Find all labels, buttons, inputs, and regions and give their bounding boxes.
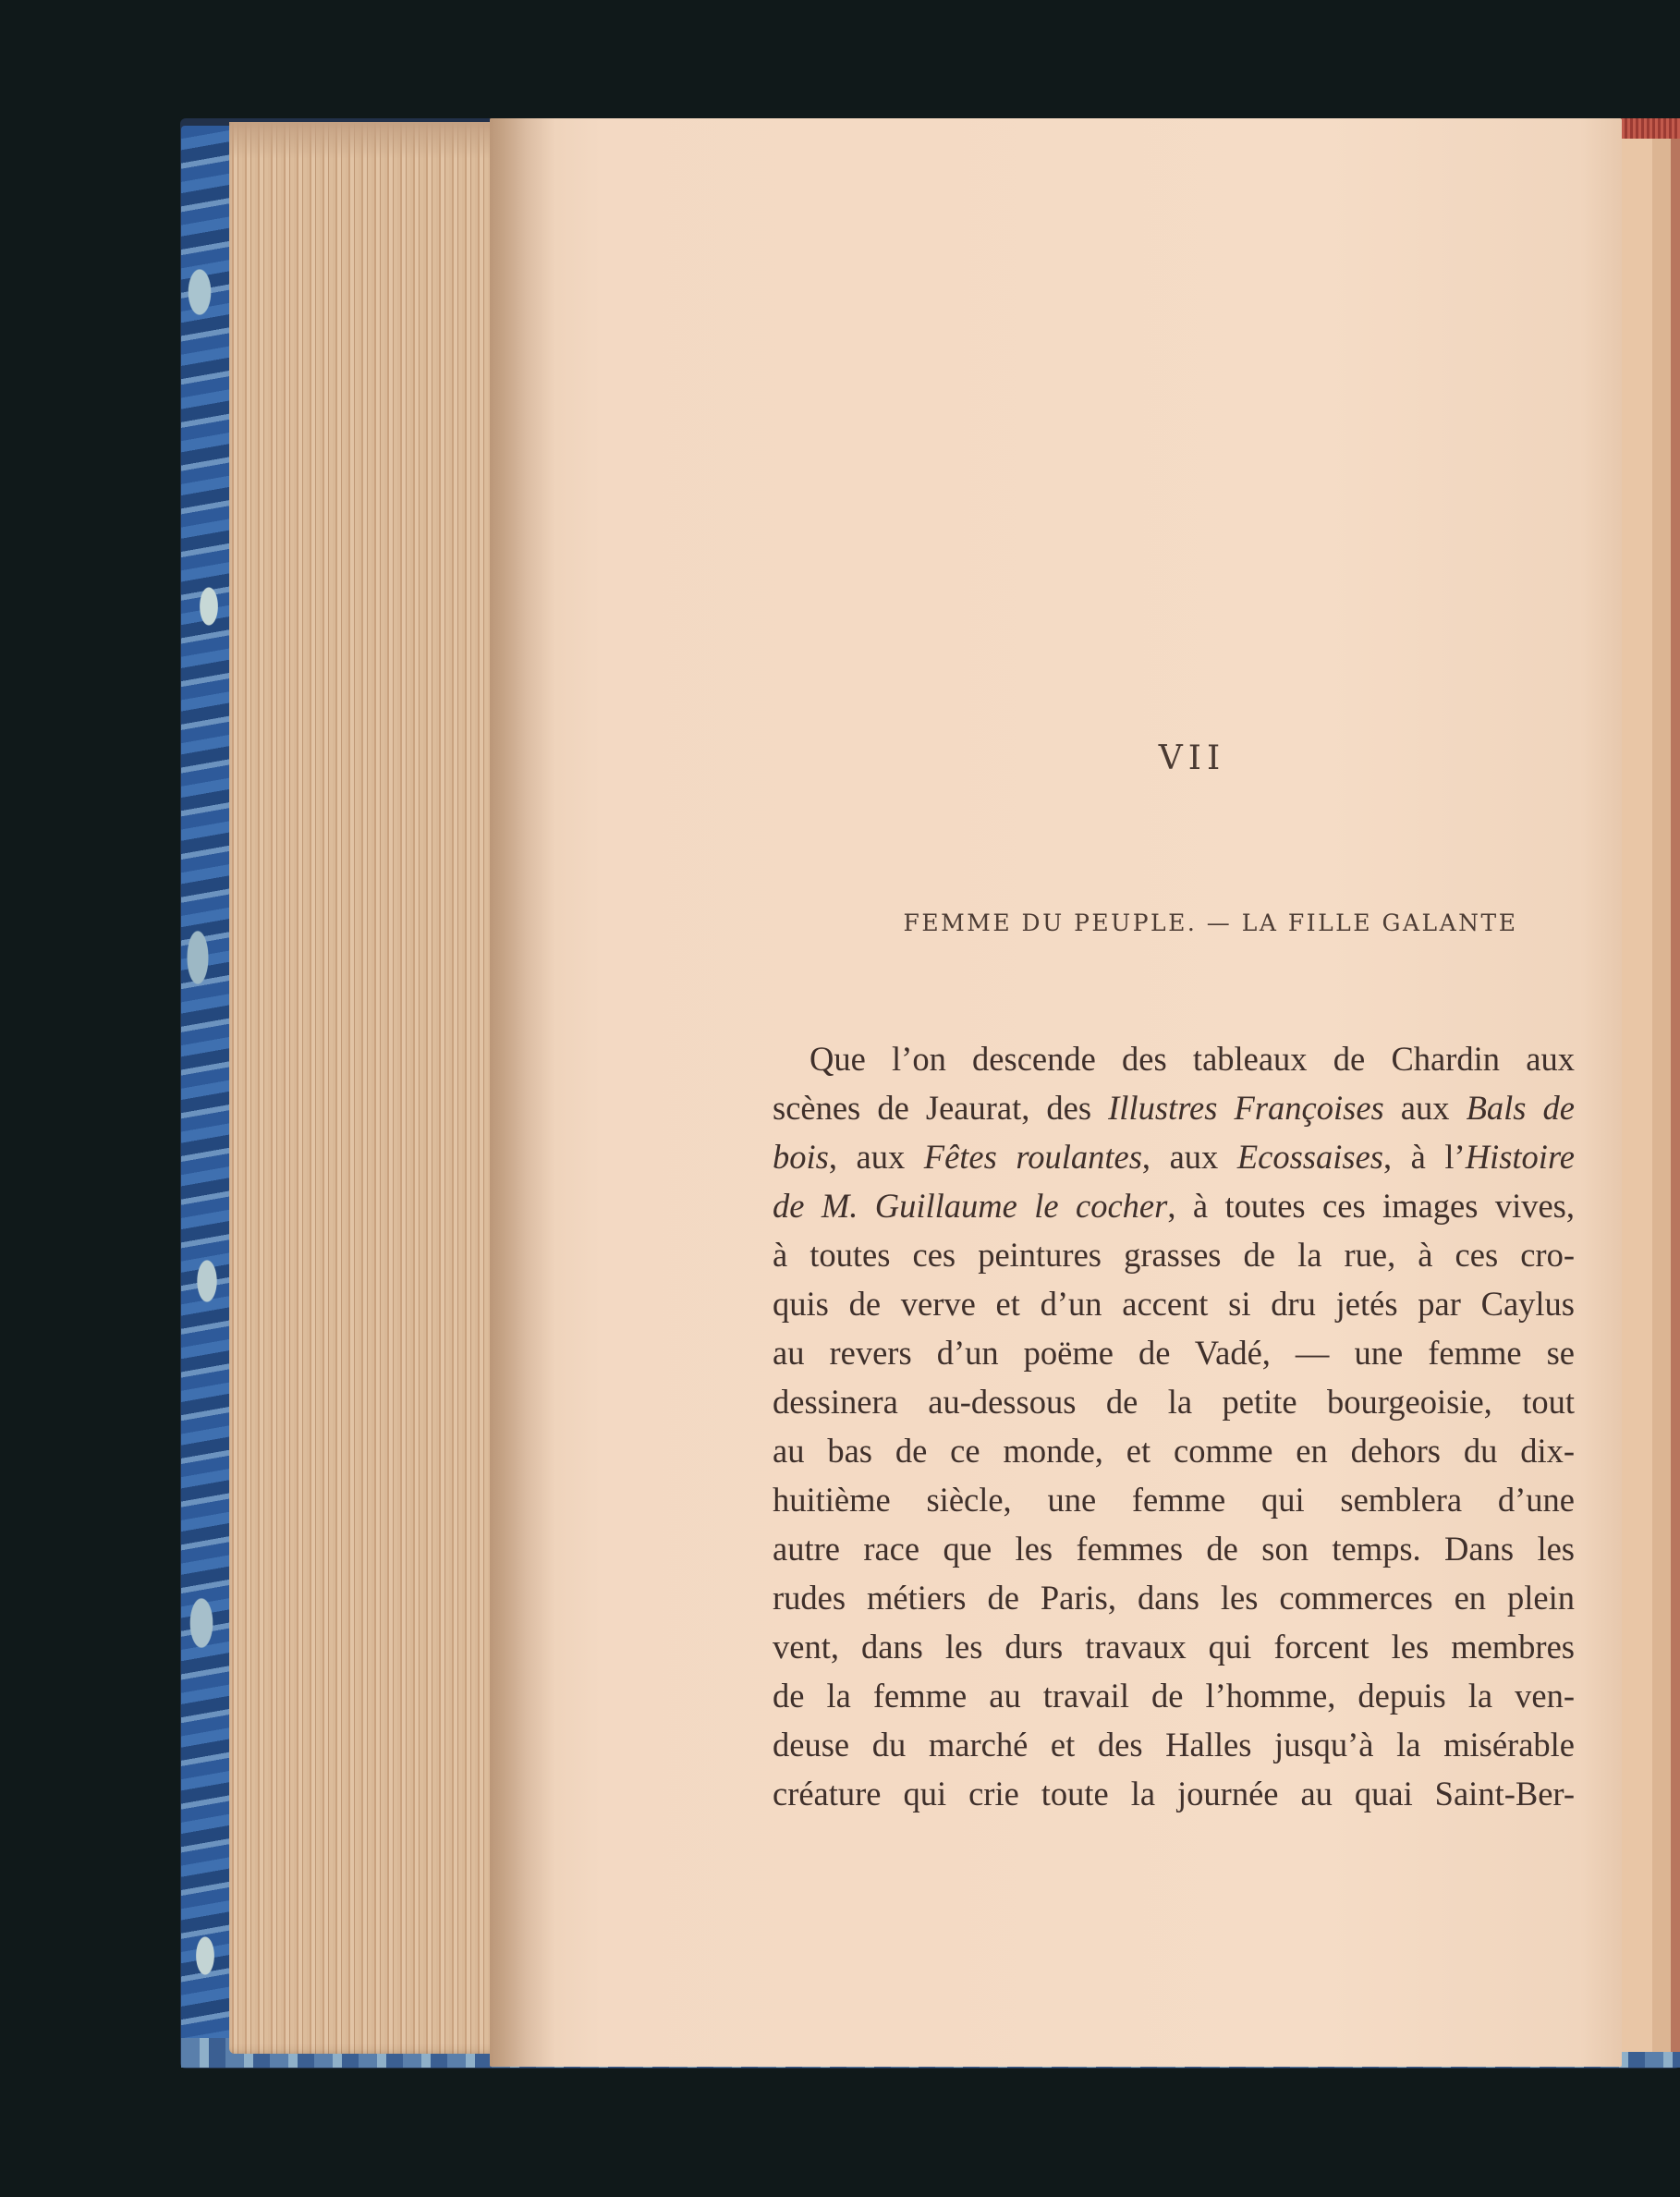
text-line: de M. Guillaume le cocher, à toutes ces images vives,	[773, 1187, 1575, 1225]
chapter-number: VII	[1158, 739, 1226, 777]
marbled-endpaper	[181, 126, 229, 2067]
text-line: dessinera au-dessous de la petite bourgeoisie, tout	[773, 1383, 1575, 1421]
text-line: Que l’on descende des tableaux de Chardin aux	[810, 1040, 1575, 1078]
text-line: autre race que les femmes de son temps. Dans les	[773, 1530, 1575, 1568]
text-line: quis de verve et d’un accent si dru jetés par Caylus	[773, 1285, 1575, 1323]
text-line: à toutes ces peintures grasses de la rue, à ces cro-	[773, 1236, 1575, 1274]
text-line: au revers d’un poëme de Vadé, — une femme se	[773, 1334, 1575, 1372]
text-line: créature qui crie toute la journée au quai Saint-Ber-	[773, 1775, 1575, 1813]
page-block-edges	[229, 122, 506, 2054]
text-line: huitième siècle, une femme qui semblera d’une	[773, 1481, 1575, 1519]
text-line: scènes de Jeaurat, des Illustres Françoises aux Bals de	[773, 1089, 1576, 1127]
gutter-shadow	[490, 118, 554, 2067]
text-line: de la femme au travail de l’homme, depuis la ven-	[773, 1677, 1575, 1715]
text-line: rudes métiers de Paris, dans les commerces en plein	[773, 1579, 1575, 1617]
facing-page-edge	[1615, 139, 1680, 2052]
text-line: au bas de ce monde, et comme en dehors du dix-	[773, 1432, 1575, 1470]
text-line: vent, dans les durs travaux qui forcent les membres	[773, 1628, 1575, 1666]
text-line: deuse du marché et des Halles jusqu’à la misérable	[773, 1726, 1575, 1764]
body-text	[773, 1034, 1575, 1818]
chapter-title: FEMME DU PEUPLE. — LA FILLE GALANTE	[903, 909, 1518, 936]
text-line: bois, aux Fêtes roulantes, aux Ecossaises, à l’Histoire	[773, 1138, 1575, 1176]
page-block-top-shade	[229, 122, 506, 159]
